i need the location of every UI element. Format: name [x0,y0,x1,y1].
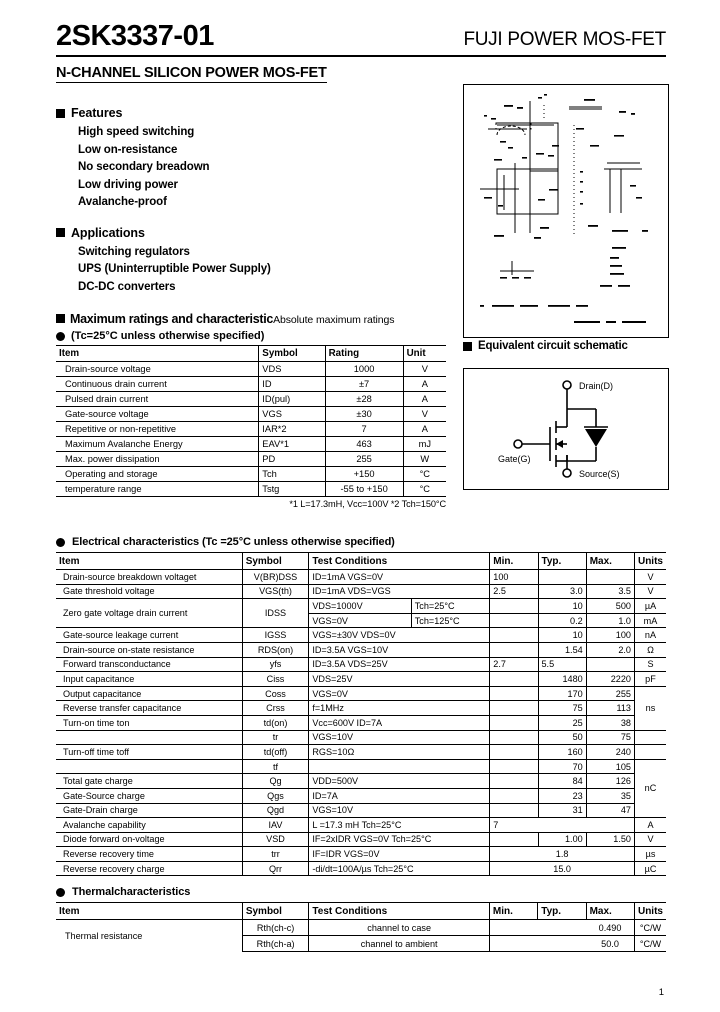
cell-item [56,730,242,745]
cell-max: 100 [586,628,634,643]
square-bullet-icon [56,228,65,237]
cell-symbol: ID [259,377,325,392]
cell-typ: 25 [538,715,586,730]
brand-title: FUJI POWER MOS-FET [463,29,666,50]
col-min: Min. [490,553,538,570]
table-row [56,672,666,687]
cell-symbol: tr [242,730,309,745]
cell-cond: ID=1mA VGS=0V [309,570,490,585]
cell-units: µs [634,847,666,862]
cell-item: Forward transconductance [56,657,242,672]
cell-units: nC [634,759,666,817]
list-item: Low on-resistance [78,143,178,156]
cell-item: Reverse recovery time [56,847,242,862]
cell-max [586,818,634,833]
cell-symbol: IAV [242,818,309,833]
cell-item: Maximum Avalanche Energy [56,437,259,452]
table-row [56,818,666,833]
cell-min [490,759,538,774]
cell-typ: 50 [538,730,586,745]
cell-item: Drain-source on-state resistance [56,642,242,657]
col-max: Max. [586,553,634,570]
cell-typ: 15.0 [490,861,635,876]
table-header-row [56,903,666,920]
applications-heading [56,226,446,240]
cell-typ [538,936,586,952]
cell-item: Gate-source voltage [56,407,259,422]
cell-cond: channel to case [309,920,489,936]
cell-cond: VDS=1000V [309,599,411,614]
cell-item: Gate-Drain charge [56,803,242,818]
cell-item: Gate-source leakage current [56,628,242,643]
table-row [56,584,666,599]
cell-units: V [634,832,666,847]
drain-label: Drain(D) [579,381,614,391]
cell-cond: VGS=0V [309,613,411,628]
electrical-title: Electrical characteristics (Tc =25°C unless otherwise specified) [72,536,395,548]
square-bullet-icon [463,342,472,351]
cell-symbol: Ciss [242,672,309,687]
cell-rating: -55 to +150 [325,482,403,497]
cell-item: temperature range [56,482,259,497]
cell-cond: VGS=10V [309,730,490,745]
cell-min [489,920,537,936]
cell-cond: f=1MHz [309,701,490,716]
cell-units: pF [634,672,666,687]
cell-typ: 3.0 [538,584,586,599]
left-column [56,106,446,509]
table-row [56,599,666,614]
cell-cond: IF=IDR VGS=0V [309,847,490,862]
cell-symbol: VGS [259,407,325,422]
cell-rating: 7 [325,422,403,437]
round-bullet-icon [56,538,65,547]
cell-min [490,701,538,716]
package-drawing-svg [464,85,668,337]
col-item: Item [56,553,242,570]
source-label: Source(S) [579,469,620,479]
max-ratings-subtitle: Absolute maximum ratings [273,314,395,326]
table-row [56,642,666,657]
cell-cond: -di/dt=100A/µs Tch=25°C [309,861,490,876]
table-row [56,701,666,716]
table-row [56,920,666,936]
cell-symbol: Qg [242,774,309,789]
cell-min: 2.5 [490,584,538,599]
cell-symbol: VGS(th) [242,584,309,599]
cell-unit: V [403,407,446,422]
col-test-conditions: Test Conditions [309,903,489,920]
cell-cond [309,759,490,774]
cell-min [490,774,538,789]
applications-list [78,244,446,297]
cell-typ: 1480 [538,672,586,687]
cell-item: Diode forward on-voltage [56,832,242,847]
cell-symbol: Rth(ch-c) [242,920,309,936]
cell-cond: IF=2xIDR VGS=0V Tch=25°C [309,832,490,847]
cell-typ: 5.5 [538,657,586,672]
list-item: Switching regulators [78,245,190,258]
cell-cond: Vcc=600V ID=7A [309,715,490,730]
max-ratings-heading [56,312,446,326]
cell-max: 38 [586,715,634,730]
cell-symbol: Crss [242,701,309,716]
cell-max: 255 [586,686,634,701]
cell-symbol: IAR*2 [259,422,325,437]
cell-units: mA [634,613,666,628]
cell-item: Gate threshold voltage [56,584,242,599]
equivalent-circuit-title: Equivalent circuit schematic [478,340,628,352]
col-typ: Typ. [538,903,586,920]
cell-item: Repetitive or non-repetitive [56,422,259,437]
cell-cond: ID=3.5A VDS=25V [309,657,490,672]
page-title: N-CHANNEL SILICON POWER MOS-FET [56,65,327,81]
table-row [56,422,446,437]
col-typ: Typ. [538,553,586,570]
cell-min [490,715,538,730]
cell-units: nA [634,628,666,643]
electrical-characteristics-table [56,552,666,876]
cell-min: 7 [490,818,538,833]
cell-typ: 23 [538,788,586,803]
cell-typ: 1.8 [490,847,635,862]
max-ratings-table [56,345,446,497]
cell-rating: ±28 [325,392,403,407]
cell-symbol: IGSS [242,628,309,643]
cell-min [490,788,538,803]
cell-max: 126 [586,774,634,789]
cell-typ: 170 [538,686,586,701]
cell-symbol: PD [259,452,325,467]
cell-typ: 10 [538,599,586,614]
max-ratings-condition-line [56,330,446,342]
equivalent-circuit-heading [463,340,667,352]
cell-cond: channel to ambient [309,936,489,952]
applications-title: Applications [71,225,145,240]
cell-symbol: trr [242,847,309,862]
cell-symbol: td(on) [242,715,309,730]
cell-item: Input capacitance [56,672,242,687]
cell-typ: 84 [538,774,586,789]
col-test-conditions: Test Conditions [309,553,490,570]
cell-units: V [634,584,666,599]
cell-unit: A [403,392,446,407]
cell-rating: 463 [325,437,403,452]
cell-symbol: VDS [259,362,325,377]
cell-symbol: Qgd [242,803,309,818]
table-row [56,482,446,497]
max-ratings-title: Maximum ratings and characteristic [70,312,274,326]
cell-units: µC [634,861,666,876]
cell-symbol: Qrr [242,861,309,876]
col-min: Min. [489,903,537,920]
cell-cond: ID=1mA VDS=VGS [309,584,490,599]
page-header [56,22,666,83]
table-row [56,686,666,701]
square-bullet-icon [56,109,65,118]
cell-cond: VDD=500V [309,774,490,789]
cell-min [490,730,538,745]
cell-units: Ω [634,642,666,657]
cell-typ [538,818,586,833]
cell-cond: L =17.3 mH Tch=25°C [309,818,490,833]
cell-unit: V [403,362,446,377]
list-item: UPS (Uninterruptible Power Supply) [78,263,271,275]
features-list [78,124,446,212]
cell-typ: 0.2 [538,613,586,628]
cell-units [634,745,666,760]
cell-item: Reverse recovery charge [56,861,242,876]
table-row [56,392,446,407]
cell-min [490,832,538,847]
cell-unit: °C [403,482,446,497]
features-heading [56,106,446,120]
cell-item: Pulsed drain current [56,392,259,407]
col-symbol: Symbol [242,553,309,570]
cell-typ: 70 [538,759,586,774]
col-rating: Rating [325,346,403,362]
list-item: DC-DC converters [78,280,176,293]
cell-units: V [634,570,666,585]
cell-symbol: IDSS [242,599,309,628]
cell-unit: A [403,422,446,437]
cell-min [490,642,538,657]
square-bullet-icon [56,314,65,323]
col-symbol: Symbol [242,903,309,920]
max-ratings-footnote: *1 L=17.3mH, Vcc=100V *2 Tch=150°C [289,499,446,509]
table-row [56,362,446,377]
cell-item: Output capacitance [56,686,242,701]
cell-typ: 1.00 [538,832,586,847]
cell-units: A [634,818,666,833]
cell-units: µA [634,599,666,614]
cell-symbol: Rth(ch-a) [242,936,309,952]
thermal-characteristics-table [56,902,666,952]
cell-max: 2.0 [586,642,634,657]
cell-typ [538,570,586,585]
table-header-row [56,346,446,362]
round-bullet-icon [56,332,65,341]
cell-symbol: tf [242,759,309,774]
cell-min [490,672,538,687]
cell-rating: +150 [325,467,403,482]
cell-max: 2220 [586,672,634,687]
cell-item: Max. power dissipation [56,452,259,467]
cell-typ [538,920,586,936]
table-row [56,377,446,392]
table-row [56,745,666,760]
cell-symbol: Tch [259,467,325,482]
table-row [56,715,666,730]
col-item: Item [56,346,259,362]
cell-typ: 10 [538,628,586,643]
list-item: Low driving power [78,178,178,191]
cell-unit: A [403,377,446,392]
cell-item: Operating and storage [56,467,259,482]
cell-rating: ±30 [325,407,403,422]
cell-item: Drain-source voltage [56,362,259,377]
cell-min [490,803,538,818]
table-row [56,774,666,789]
cell-max: 240 [586,745,634,760]
cell-max: 50.0 [586,936,634,952]
table-row [56,788,666,803]
cell-units: °C/W [634,936,666,952]
cell-min [490,628,538,643]
list-item: No secondary breadown [78,161,210,173]
col-max: Max. [586,903,634,920]
cell-units: ns [634,686,666,730]
cell-cond: VGS=10V [309,803,490,818]
cell-item: Drain-source breakdown voltaget [56,570,242,585]
cell-max: 75 [586,730,634,745]
thermal-characteristics-section [56,886,666,952]
table-row [56,832,666,847]
table-row [56,759,666,774]
cell-item: Continuous drain current [56,377,259,392]
cell-symbol: Tstg [259,482,325,497]
cell-symbol: td(off) [242,745,309,760]
thermal-heading [56,886,666,898]
package-outline-drawing [463,84,669,338]
cell-cond: ID=7A [309,788,490,803]
cell-max: 1.0 [586,613,634,628]
cell-typ: 1.54 [538,642,586,657]
cell-units [634,730,666,745]
cell-max: 3.5 [586,584,634,599]
table-row [56,628,666,643]
cell-item: Zero gate voltage drain current [56,599,242,628]
thermal-title: Thermalcharacteristics [72,886,191,898]
cell-typ: 160 [538,745,586,760]
cell-min [490,686,538,701]
cell-max: 105 [586,759,634,774]
cell-units: S [634,657,666,672]
cell-max: 35 [586,788,634,803]
cell-unit: mJ [403,437,446,452]
cell-item: Gate-Source charge [56,788,242,803]
table-row [56,570,666,585]
cell-cond: VGS=±30V VDS=0V [309,628,490,643]
cell-item: Avalanche capability [56,818,242,833]
cell-symbol: VSD [242,832,309,847]
cell-cond: ID=3.5A VGS=10V [309,642,490,657]
cell-item [56,759,242,774]
cell-cond2: Tch=125°C [411,613,490,628]
cell-rating: 255 [325,452,403,467]
cell-max [586,570,634,585]
cell-cond: VGS=0V [309,686,490,701]
cell-unit: W [403,452,446,467]
cell-cond2: Tch=25°C [411,599,490,614]
cell-min: 100 [490,570,538,585]
cell-max: 47 [586,803,634,818]
table-row [56,452,446,467]
cell-symbol: V(BR)DSS [242,570,309,585]
table-row [56,730,666,745]
cell-units: °C/W [634,920,666,936]
col-units: Units [634,903,666,920]
cell-max [586,657,634,672]
gate-label: Gate(G) [498,454,531,464]
body-diode-icon [585,429,607,447]
table-row [56,847,666,862]
cell-min [489,936,537,952]
cell-symbol: Qgs [242,788,309,803]
cell-symbol: EAV*1 [259,437,325,452]
cell-max: 113 [586,701,634,716]
cell-symbol: ID(pul) [259,392,325,407]
cell-min [490,613,538,628]
cell-symbol: yfs [242,657,309,672]
part-number: 2SK3337-01 [56,20,214,52]
col-unit: Unit [403,346,446,362]
cell-typ: 31 [538,803,586,818]
cell-item: Thermal resistance [56,920,242,952]
list-item: High speed switching [78,126,195,138]
page-number: 1 [658,987,664,998]
cell-cond: VDS=25V [309,672,490,687]
cell-item: Total gate charge [56,774,242,789]
features-title: Features [71,106,123,120]
cell-item: Turn-on time ton [56,715,242,730]
cell-min: 2.7 [490,657,538,672]
col-symbol: Symbol [259,346,325,362]
cell-item: Turn-off time toff [56,745,242,760]
cell-min [490,745,538,760]
equivalent-circuit-box [463,368,669,490]
table-row [56,803,666,818]
cell-rating: 1000 [325,362,403,377]
table-row [56,861,666,876]
col-units: Units [634,553,666,570]
cell-unit: °C [403,467,446,482]
cell-symbol: Coss [242,686,309,701]
mosfet-schematic-svg [464,369,668,489]
cell-min [490,599,538,614]
cell-item: Reverse transfer capacitance [56,701,242,716]
header-divider [56,55,666,57]
cell-rating: ±7 [325,377,403,392]
electrical-characteristics-section [56,536,666,876]
cell-symbol: RDS(on) [242,642,309,657]
col-item: Item [56,903,242,920]
cell-cond: RGS=10Ω [309,745,490,760]
cell-typ: 75 [538,701,586,716]
table-header-row [56,553,666,570]
table-row [56,407,446,422]
table-row [56,657,666,672]
max-ratings-condition: (Tc=25°C unless otherwise specified) [71,330,265,342]
cell-max: 0.490 [586,920,634,936]
round-bullet-icon [56,888,65,897]
electrical-heading [56,536,666,548]
table-row [56,437,446,452]
cell-max: 1.50 [586,832,634,847]
table-row [56,467,446,482]
cell-max: 500 [586,599,634,614]
body-arrow-icon [556,440,563,448]
list-item: Avalanche-proof [78,196,167,208]
